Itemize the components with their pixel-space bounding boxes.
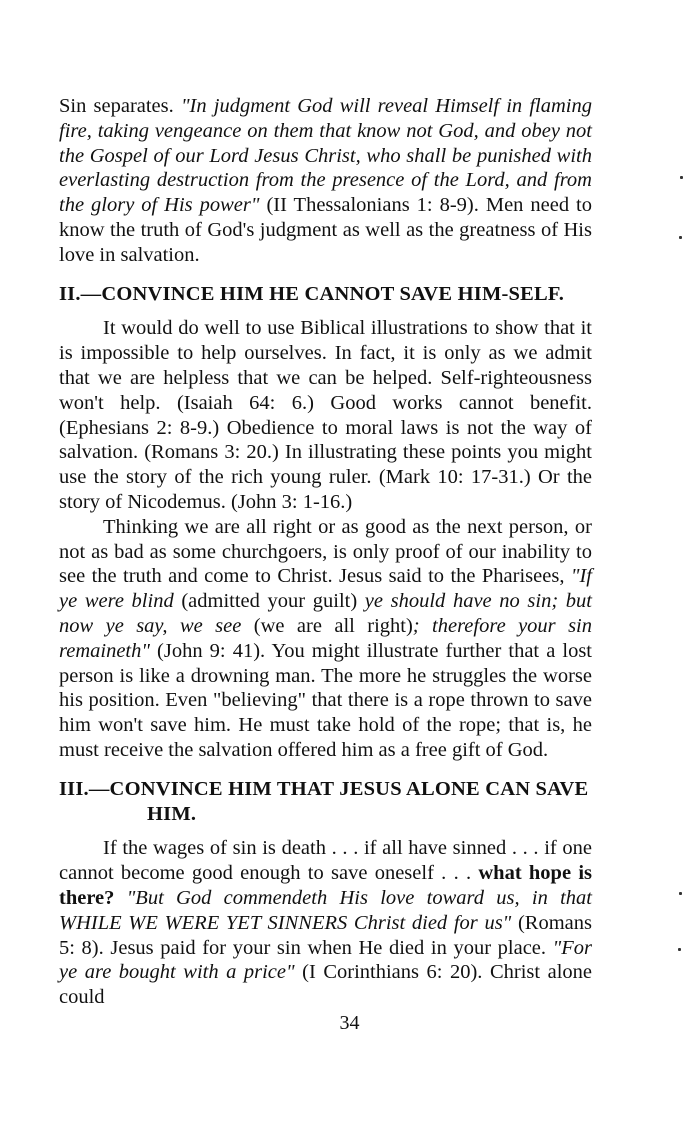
scan-speck [678, 948, 681, 951]
scan-speck [679, 236, 682, 239]
scan-speck [680, 176, 683, 179]
page-number: 34 [339, 1012, 360, 1034]
scripture-quote: "In judgment God will reveal Himself in flaming fire, taking vengeance on them that know not God, and obey not the Gospel of our Lord Jesus Christ, who shall be punished with everlasting destruction from the presence of the Lord, and from the glory of His power" [59, 95, 592, 217]
paragraph-sin-separates: Sin separates. "In judgment God will reveal Himself in flaming fire, taking vengeance on them that know not God, and obey not the Gospel of our Lord Jesus Christ, who shall be punished with everlasting destruction from the presence of the Lord, and from the glory of His power" (II Thessalonians 1: 8-9). Men need to know the truth of God's judgment as well as the greatness of His love in salvation. [59, 95, 592, 266]
paragraph-biblical-illustrations: It would do well to use Biblical illustrations to show that it is impossible to help ourselves. In fact, it is only as we admit that we are helpless that we can be helped. Self-righteousness won't help. (Isaiah 64: 6.) Good works cannot benefit. (Ephesians 2: 8-9.) Obedience to moral laws is not the way of salvation. (Romans 3: 20.) In illustrating these points you might use the story of the rich young ruler. (Mark 10: 17-31.) Or the story of Nicodemus. (John 3: 1-16.) [59, 317, 592, 513]
section-heading-ii: II.—CONVINCE HIM HE CANNOT SAVE HIM-SELF. [59, 282, 565, 305]
paragraph-wages-of-sin: If the wages of sin is death . . . if all have sinned . . . if one cannot become good enough to save oneself . . . what hope is there? "But God commendeth His love toward us, in that WHILE WE WERE YET SINNERS Christ died for us" (Romans 5: 8). Jesus paid for your sin when He died in your place. "For ye are bought with a price" (I Corinthians 6: 20). Christ alone could [59, 837, 592, 1009]
scan-speck [679, 892, 682, 895]
section-heading-iii: III.—CONVINCE HIM THAT JESUS ALONE CAN SAVE HIM. [59, 777, 589, 825]
paragraph-thinking: Thinking we are all right or as good as the next person, or not as bad as some churchgoers, is only proof of our inability to see the truth and come to Christ. Jesus said to the Pharisees, "If ye were blind (admitted your guilt) ye should have no sin; but now ye say, we see (we are all right); therefore your sin remaineth" (John 9: 41). You might illustrate further that a lost person is like a drowning man. The more he struggles the worse his position. Even "believing" that there is a rope thrown to save him won't save him. He must take hold of the rope; that is, he must receive the salvation offered him as a free gift of God. [59, 515, 593, 761]
page-body [59, 94, 592, 1010]
